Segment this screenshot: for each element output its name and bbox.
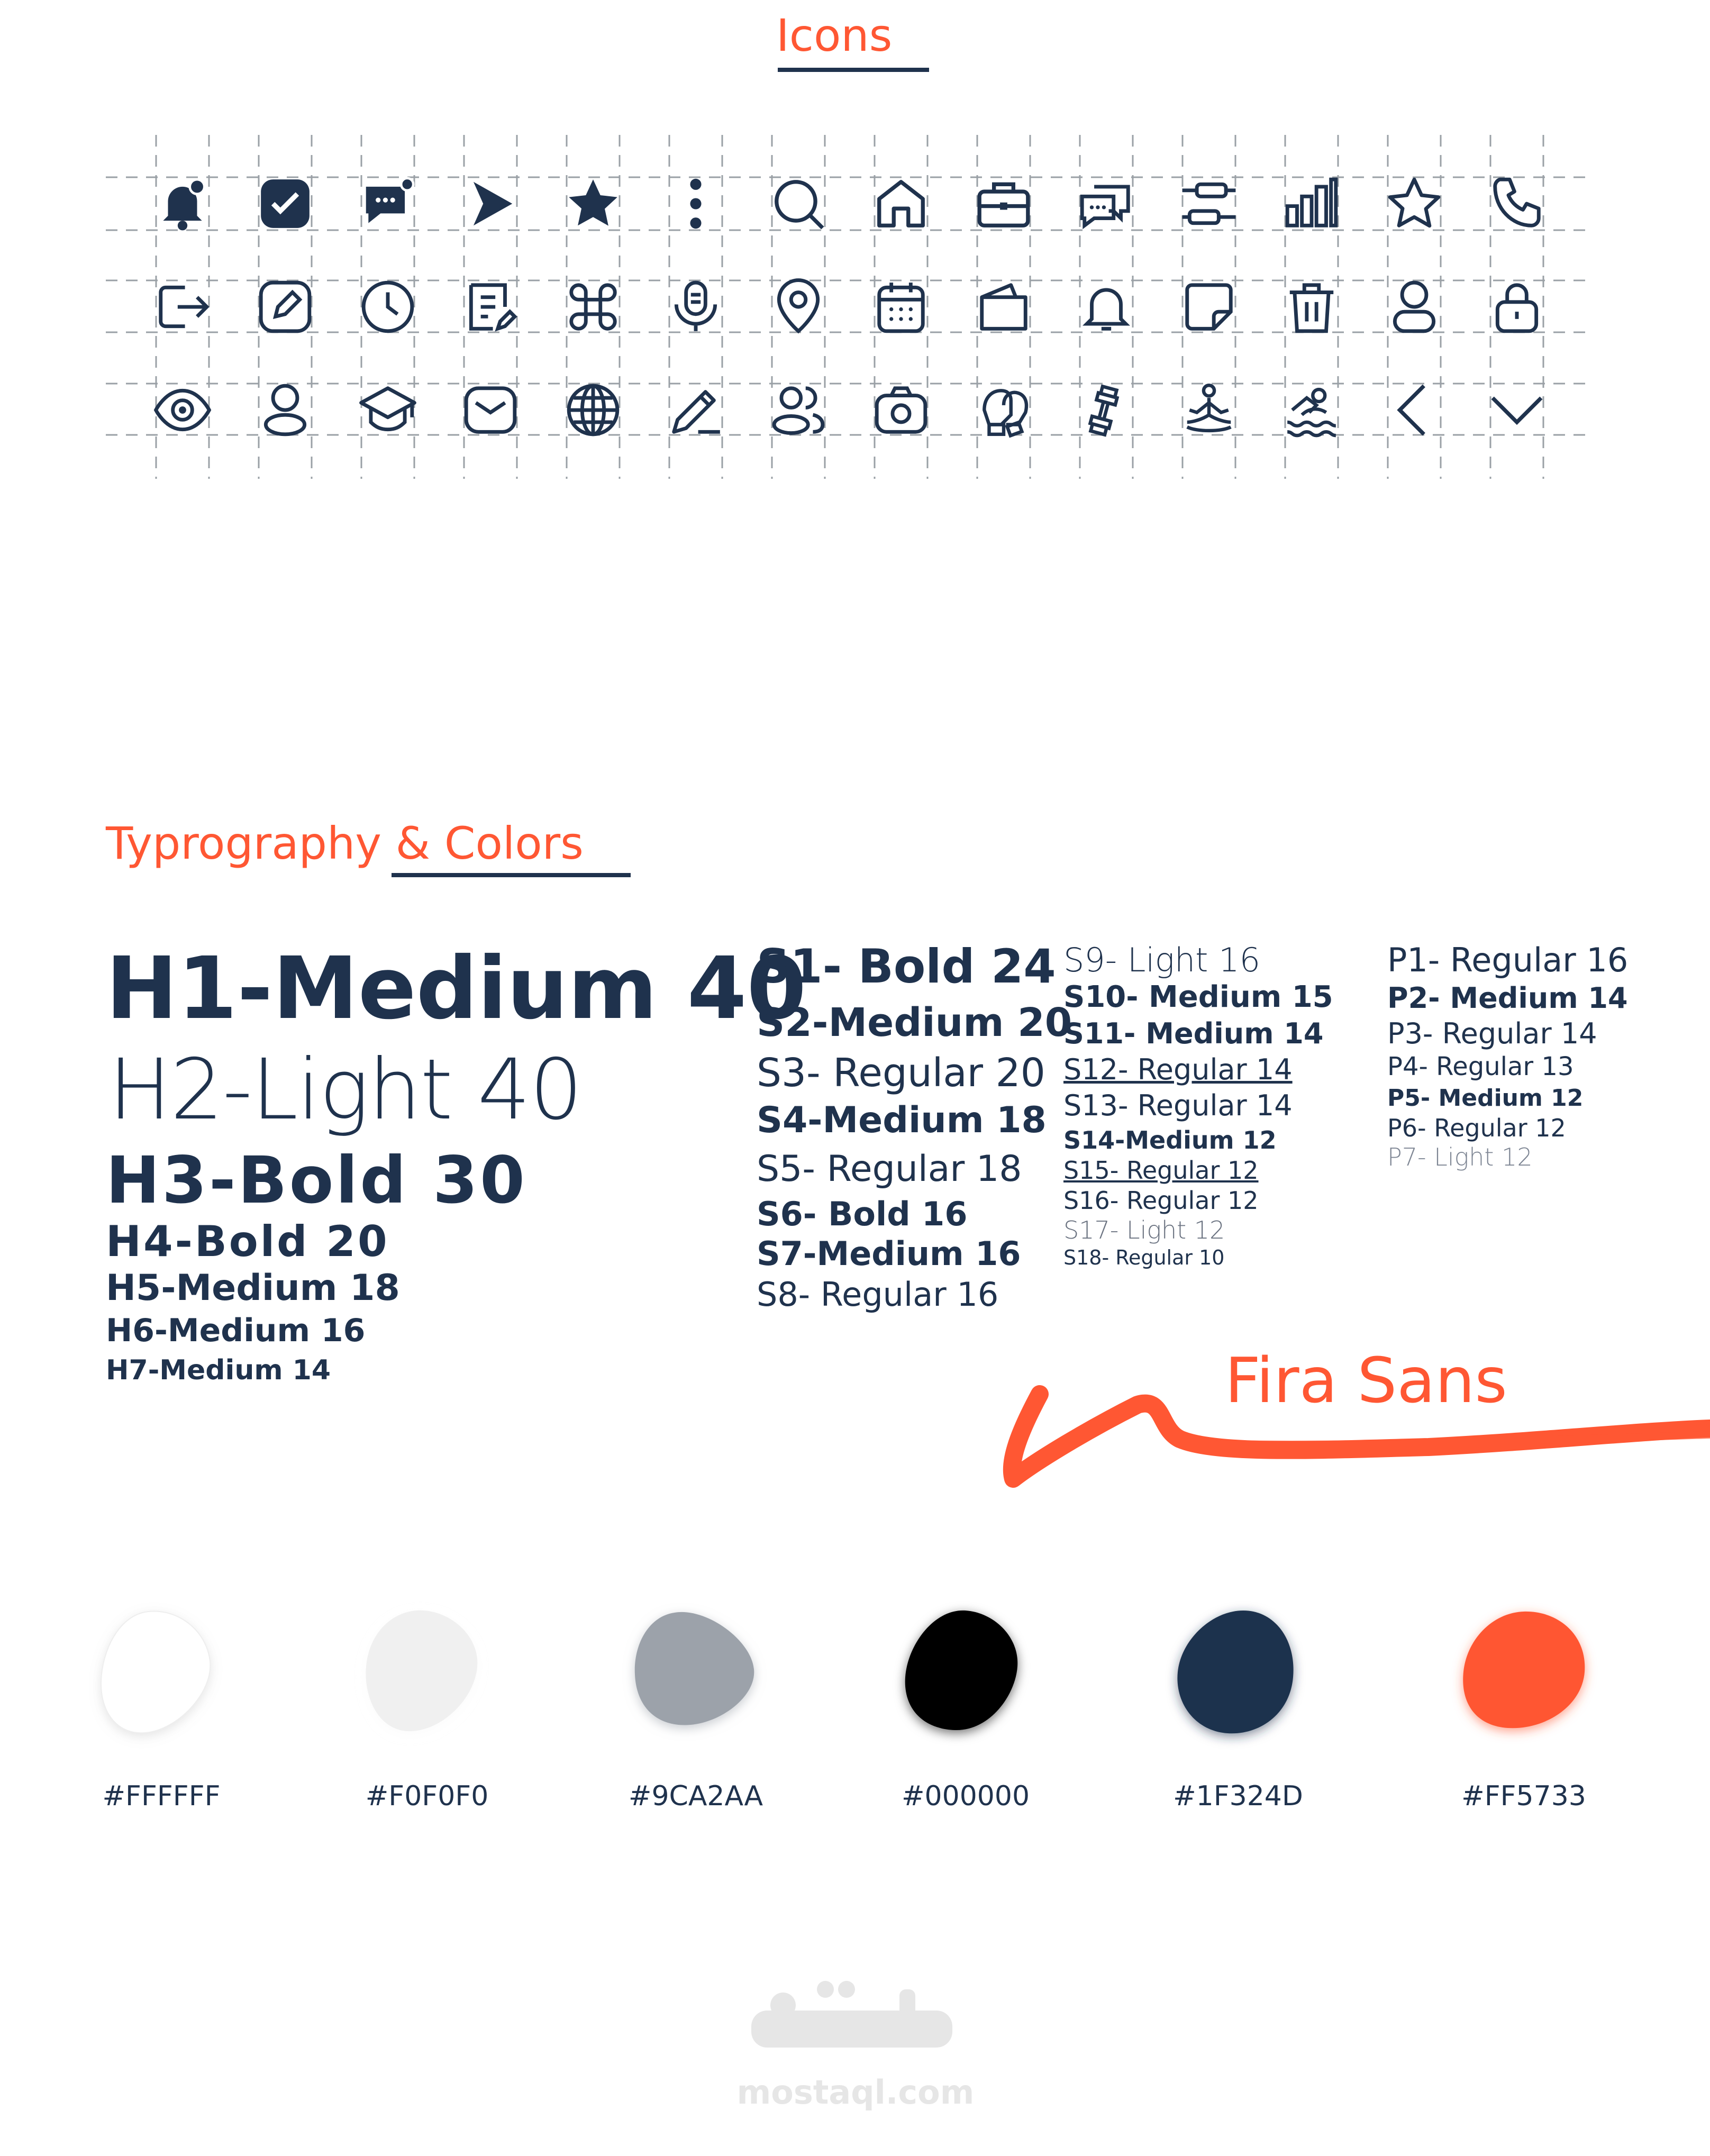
color-hex-label: #FFFFFF <box>102 1780 221 1812</box>
subtitle-s4-sample: S4-Medium 18 <box>757 1099 1047 1141</box>
typography-title-part2: & Colors <box>395 817 584 869</box>
color-hex-label: #F0F0F0 <box>365 1780 489 1812</box>
paragraph-p2-sample: P2- Medium 14 <box>1387 981 1628 1015</box>
heading-h5-sample: H5-Medium 18 <box>106 1267 400 1309</box>
subtitle-s2-sample: S2-Medium 20 <box>757 1000 1072 1045</box>
subtitle-s13-sample: S13- Regular 14 <box>1063 1089 1293 1122</box>
heading-h7-sample: H7-Medium 14 <box>106 1354 331 1386</box>
subtitle-s6-sample: S6- Bold 16 <box>757 1195 968 1233</box>
heading-h1-sample: H1-Medium 40 <box>106 939 807 1039</box>
paragraph-p7-sample: P7- Light 12 <box>1387 1143 1533 1171</box>
paragraph-p4-sample: P4- Regular 13 <box>1387 1052 1574 1081</box>
paragraph-p3-sample: P3- Regular 14 <box>1387 1017 1597 1050</box>
subtitle-s1-sample: S1- Bold 24 <box>757 939 1056 994</box>
paragraph-p5-sample: P5- Medium 12 <box>1387 1085 1584 1112</box>
subtitle-s8-sample: S8- Regular 16 <box>757 1275 999 1314</box>
paragraph-p6-sample: P6- Regular 12 <box>1387 1114 1566 1142</box>
color-hex-label: #000000 <box>901 1780 1030 1812</box>
color-hex-label: #FF5733 <box>1461 1780 1586 1812</box>
subtitle-s12-sample: S12- Regular 14 <box>1063 1053 1293 1086</box>
subtitle-s11-sample: S11- Medium 14 <box>1063 1017 1324 1050</box>
subtitle-s7-sample: S7-Medium 16 <box>757 1234 1021 1273</box>
subtitle-s9-sample: S9- Light 16 <box>1063 941 1261 979</box>
subtitle-s16-sample: S16- Regular 12 <box>1063 1186 1259 1215</box>
subtitle-s17-sample: S17- Light 12 <box>1063 1216 1225 1244</box>
heading-h2-sample: H2-Light 40 <box>108 1041 582 1139</box>
typography-title-part1: Typrography <box>106 817 381 869</box>
heading-h6-sample: H6-Medium 16 <box>106 1312 366 1349</box>
paragraph-p1-sample: P1- Regular 16 <box>1387 941 1629 979</box>
icons-section-title: Icons <box>776 10 893 61</box>
color-hex-label: #9CA2AA <box>628 1780 763 1812</box>
subtitle-s10-sample: S10- Medium 15 <box>1063 980 1333 1014</box>
subtitle-s18-sample: S18- Regular 10 <box>1063 1246 1225 1269</box>
heading-h4-sample: H4-Bold 20 <box>106 1217 389 1266</box>
subtitle-s14-sample: S14-Medium 12 <box>1063 1126 1277 1154</box>
font-family-label: Fira Sans <box>1225 1344 1507 1417</box>
subtitle-s5-sample: S5- Regular 18 <box>757 1148 1022 1190</box>
heading-h3-sample: H3-Bold 30 <box>106 1143 527 1218</box>
color-hex-label: #1F324D <box>1173 1780 1303 1812</box>
subtitle-s3-sample: S3- Regular 20 <box>757 1050 1045 1096</box>
subtitle-s15-sample: S15- Regular 12 <box>1063 1156 1259 1185</box>
watermark-text: mostaql.com <box>736 2073 975 2112</box>
